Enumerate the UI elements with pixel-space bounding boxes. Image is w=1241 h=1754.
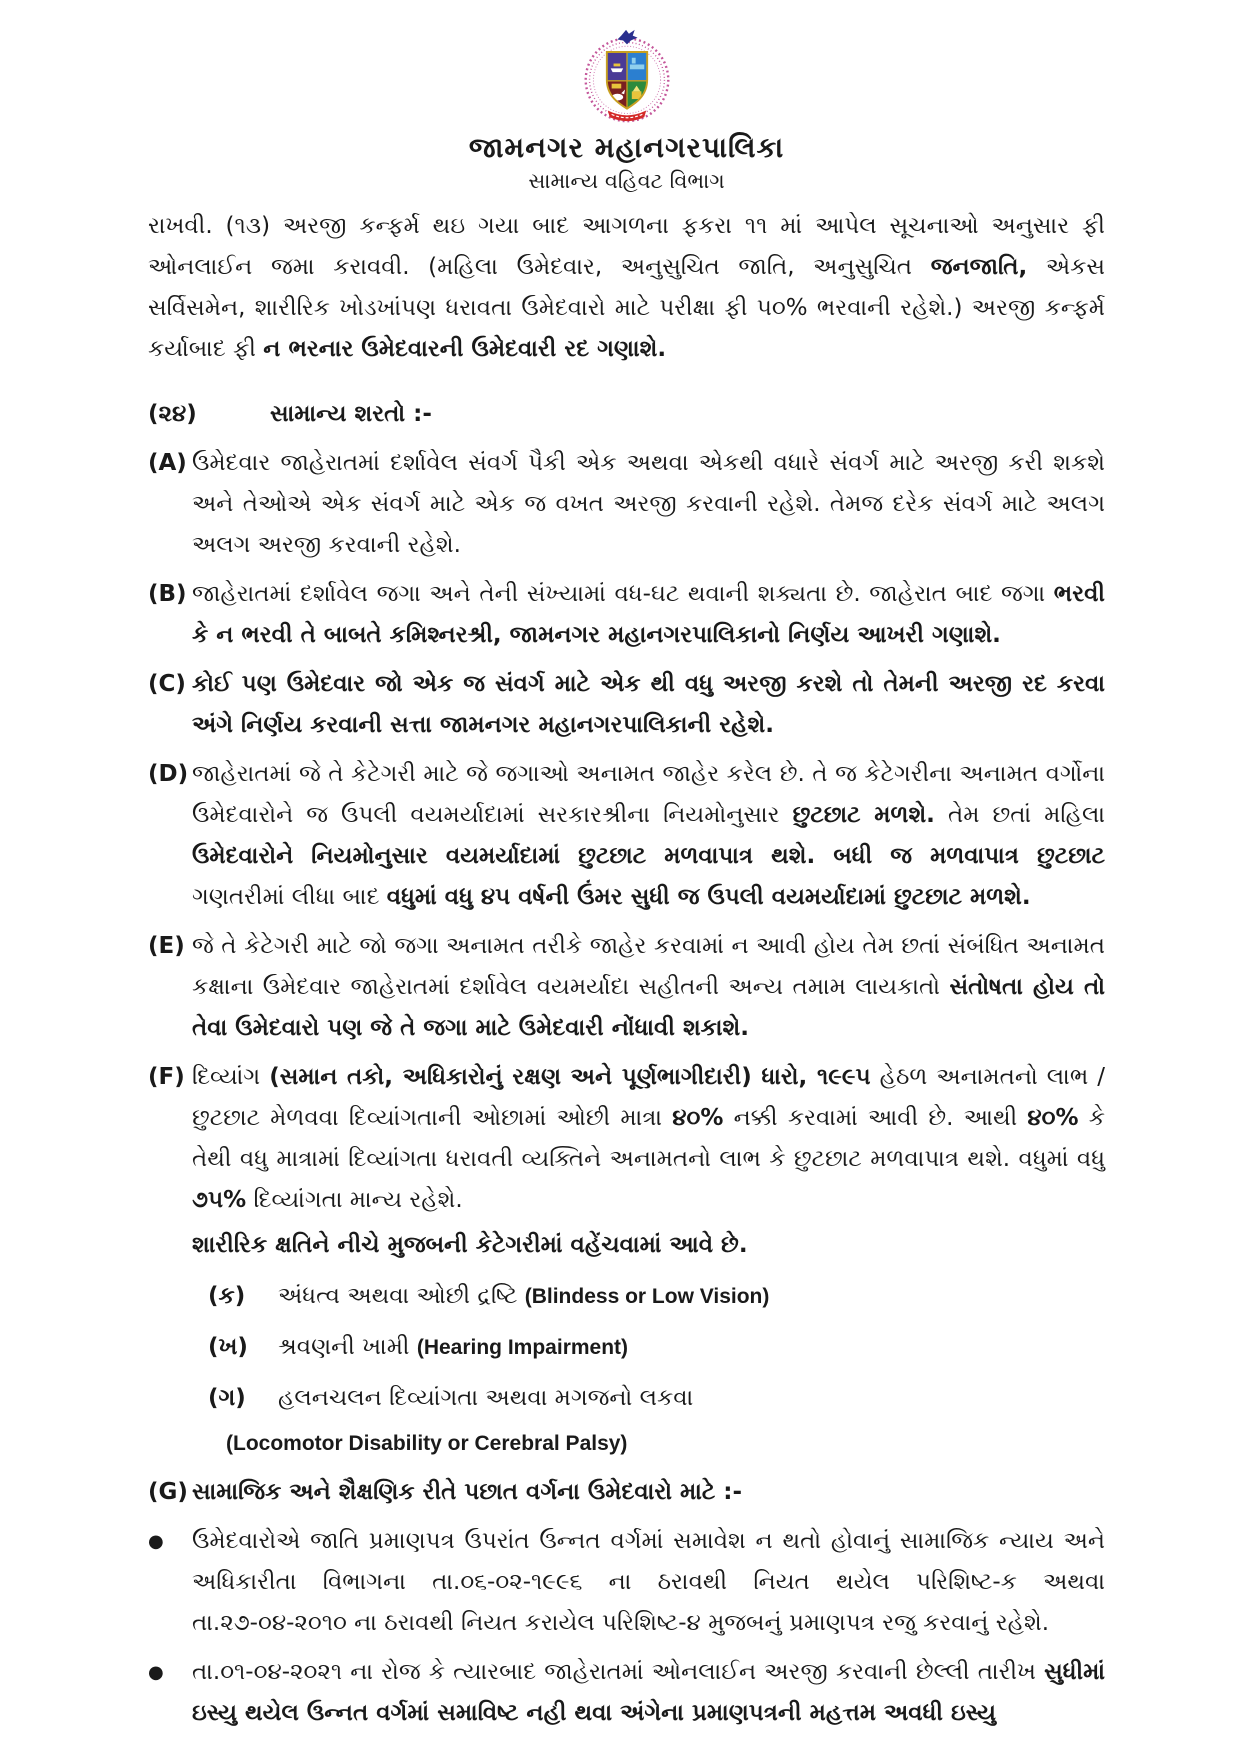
disability-category-ga-english: (Locomotor Disability or Cerebral Palsy) — [226, 1432, 628, 1455]
clause-text: જાહેરાતમાં જે તે કેટેગરી માટે જે જગાઓ અનામત જાહેર કરેલ છે. તે જ કેટેગરીના અનામત વર્ગોના ઉમેદવારોને જ ઉપલી વયમર્યાદામાં સરકારશ્રીના નિયમોનુસાર છુટછાટ મળશે. તેમ છતાં મહિલા ઉમેદવારોને નિયમોનુસાર વયમર્યાદામાં છુટછાટ મળવાપાત્ર થશે. બધી જ મળવાપાત્ર છુટછાટ ગણતરીમાં લીધા બાદ વધુમાં વધુ ૪૫ વર્ષની ઉંમર સુધી જ ઉપલી વયમર્યાદામાં છુટછાટ મળશે. — [192, 761, 1105, 910]
clause-item-a — [148, 443, 1105, 566]
subclause-text: શ્રવણની ખામી (Hearing Impairment) — [278, 1334, 629, 1360]
subclause-text: અંધત્વ અથવા ઓછી દ્રષ્ટિ (Blindess or Low Vision) — [278, 1283, 770, 1309]
clause-text: ઉમેદવાર જાહેરાતમાં દર્શાવેલ સંવર્ગ પૈકી એક અથવા એકથી વધારે સંવર્ગ માટે અરજી કરી શકશે અને તેઓએ એક સંવર્ગ માટે એક જ વખત અરજી કરવાની રહેશે. તેમજ દરેક સંવર્ગ માટે અલગ અલગ અરજી કરવાની રહેશે. — [192, 450, 1105, 558]
document-header — [148, 26, 1105, 194]
clause-label: (B) — [148, 581, 187, 607]
clause-item-b — [148, 574, 1105, 656]
clause-text: જાહેરાતમાં દર્શાવેલ જગા અને તેની સંખ્યામાં વધ-ઘટ થવાની શક્યતા છે. જાહેરાત બાદ જગા ભરવી કે ન ભરવી તે બાબતે કમિશ્નરશ્રી, જામનગર મહાનગરપાલિકાનો નિર્ણય આખરી ગણાશે. — [192, 581, 1105, 648]
bullet-icon: ● — [148, 1531, 164, 1552]
disability-categories-note — [148, 1225, 1105, 1266]
section-heading — [148, 394, 1105, 435]
org-title: જામનગર મહાનગરપાલિકા — [468, 131, 785, 164]
clause-item-e — [148, 926, 1105, 1049]
subclause-label: (ક) — [208, 1283, 246, 1309]
spacer — [148, 1225, 192, 1266]
bullet-item — [148, 1652, 1105, 1734]
subclause-label: (ગ) — [208, 1385, 246, 1411]
clause-label: (E) — [148, 933, 185, 959]
clause-item-f — [148, 1057, 1105, 1221]
clause-label: (F) — [148, 1064, 185, 1090]
section-number: (૨૪) — [148, 401, 197, 427]
jmc-crest-logo — [579, 26, 675, 126]
clause-label: (D) — [148, 761, 189, 787]
clause-label: (G) — [148, 1479, 188, 1505]
department-title: સામાન્ય વહિવટ વિભાગ — [528, 169, 725, 193]
intro-paragraph: રાખવી. (૧૩) અરજી કન્ફર્મ થઇ ગયા બાદ આગળના ફકરા ૧૧ માં આપેલ સૂચનાઓ અનુસાર ફી ઓનલાઈન જમા કરાવવી. (મહિલા ઉમેદવાર, અનુસુચિત જાતિ, અનુસુચિત જનજાતિ, એકસ સર્વિસમેન, શારીરિક ખોડખાંપણ ધરાવતા ઉમેદવારો માટે પરીક્ષા ફી ૫૦% ભરવાની રહેશે.) અરજી કન્ફર્મ કર્યાબાદ ફી ન ભરનાર ઉમેદવારની ઉમેદવારી રદ ગણાશે. — [148, 213, 1105, 362]
subclause-label: (ખ) — [208, 1334, 248, 1360]
disability-category-ga — [148, 1378, 1105, 1419]
bullet-text: તા.૦૧-૦૪-૨૦૨૧ ના રોજ કે ત્યારબાદ જાહેરાતમાં ઓનલાઈન અરજી કરવાની છેલ્લી તારીખ સુધીમાં ઇસ્યુ થયેલ ઉન્નત વર્ગમાં સમાવિષ્ટ નહી થવા અંગેના પ્રમાણપત્રની મહત્તમ અવધી ઇસ્યુ — [192, 1659, 1105, 1726]
section-title: સામાન્ય શરતો :- — [270, 401, 432, 427]
jmc-crest-icon — [579, 26, 675, 126]
clause-text: દિવ્યાંગ (સમાન તકો, અધિકારોનું રક્ષણ અને પૂર્ણભાગીદારી) ધારો, ૧૯૯૫ હેઠળ અનામતનો લાભ / છુટછાટ મેળવવા દિવ્યાંગતાની ઓછામાં ઓછી માત્રા ૪૦% નક્કી કરવામાં આવી છે. આથી ૪૦% કે તેથી વધુ માત્રામાં દિવ્યાંગતા ધરાવતી વ્યક્તિને અનામતનો લાભ કે છુટછાટ મળવાપાત્ર થશે. વધુમાં વધુ ૭૫% દિવ્યાંગતા માન્ય રહેશે. — [192, 1064, 1105, 1213]
disability-category-kha — [148, 1327, 1105, 1368]
clause-text: સામાજિક અને શૈક્ષણિક રીતે પછાત વર્ગના ઉમેદવારો માટે :- — [192, 1479, 743, 1505]
clause-label: (C) — [148, 671, 186, 697]
bullet-icon: ● — [148, 1662, 164, 1683]
clause-item-c — [148, 664, 1105, 746]
bullet-text: ઉમેદવારોએ જાતિ પ્રમાણપત્ર ઉપરાંત ઉન્નત વર્ગમાં સમાવેશ ન થતો હોવાનું સામાજિક ન્યાય અને અધિકારીતા વિભાગના તા.૦૬-૦૨-૧૯૯૬ ના ઠરાવથી નિયત થયેલ પરિશિષ્ટ-ક અથવા તા.૨૭-૦૪-૨૦૧૦ ના ઠરાવથી નિયત કરાયેલ પરિશિષ્ટ-૪ મુજબનું પ્રમાણપત્ર રજુ કરવાનું રહેશે. — [192, 1528, 1105, 1636]
clause-label: (A) — [148, 450, 187, 476]
disability-category-ka — [148, 1276, 1105, 1317]
clause-item-g — [148, 1472, 1105, 1513]
clause-text: કોઈ પણ ઉમેદવાર જો એક જ સંવર્ગ માટે એક થી વધુ અરજી કરશે તો તેમની અરજી રદ કરવા અંગે નિર્ણય કરવાની સત્તા જામનગર મહાનગરપાલિકાની રહેશે. — [192, 671, 1105, 738]
clause-text: જે તે કેટેગરી માટે જો જગા અનામત તરીકે જાહેર કરવામાં ન આવી હોય તેમ છતાં સંબંધિત અનામત કક્ષાના ઉમેદવાર જાહેરાતમાં દર્શાવેલ વયમર્યાદા સહીતની અન્ય તમામ લાયકાતો સંતોષતા હોય તો તેવા ઉમેદવારો પણ જે તે જગા માટે ઉમેદવારી નોંધાવી શકાશે. — [192, 933, 1105, 1041]
clause-item-d — [148, 754, 1105, 918]
bullet-item — [148, 1521, 1105, 1644]
subclause-text: હલનચલન દિવ્યાંગતા અથવા મગજનો લકવા — [278, 1385, 694, 1411]
note-text: શારીરિક ક્ષતિને નીચે મુજબની કેટેગરીમાં વહેંચવામાં આવે છે. — [192, 1232, 748, 1258]
